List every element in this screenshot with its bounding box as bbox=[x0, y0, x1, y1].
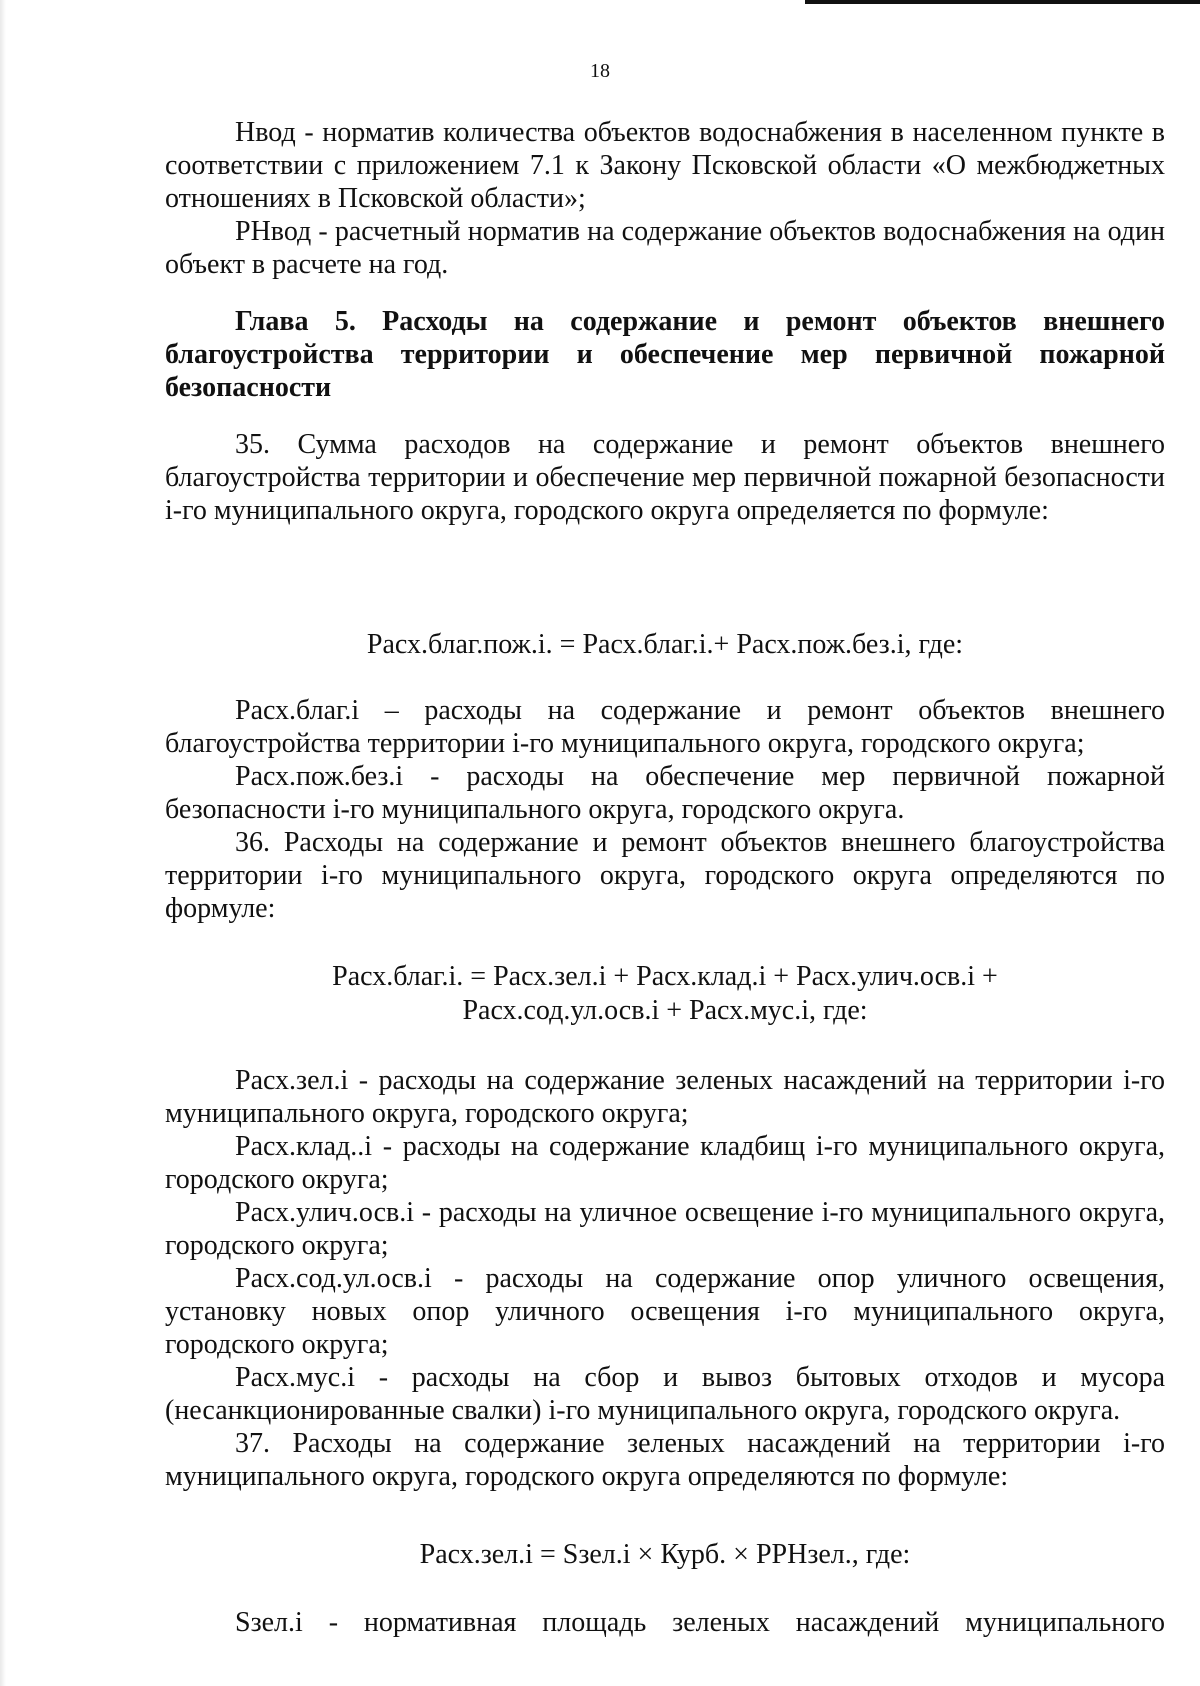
formula-block-1 bbox=[165, 628, 1165, 662]
chapter-heading: Глава 5. Расходы на содержание и ремонт объектов внешнего благоустройства территории и обеспечение мер первичной пожарной безопасности bbox=[165, 306, 1165, 403]
definition-s-zel: Sзел.i - нормативная площадь зеленых насаждений муниципального bbox=[235, 1607, 1165, 1638]
definition-rnvod: РНвод - расчетный норматив на содержание объектов водоснабжения на один объект в расчете на год. bbox=[165, 216, 1165, 280]
formula-2-line-1: Расх.благ.i. = Расх.зел.i + Расх.клад.i + Расх.улич.осв.i + bbox=[332, 961, 998, 992]
definition-rash-pozh-bez: Расх.пож.без.i - расходы на обеспечение мер первичной пожарной безопасности i-го муниципального округа, городского округа. bbox=[165, 761, 1165, 825]
definitions-block-1 bbox=[165, 694, 1165, 925]
formula-3: Расх.зел.i = Sзел.i × Курб. × РРНзел., где: bbox=[419, 1539, 911, 1570]
definition-rash-sod-ul-osv: Расх.сод.ул.осв.i - расходы на содержание опор уличного освещения, установку новых опор уличного освещения i-го муниципального округа, городского округа; bbox=[165, 1263, 1165, 1360]
definition-rash-zel: Расх.зел.i - расходы на содержание зеленых насаждений на территории i-го муниципального округа, городского округа; bbox=[165, 1065, 1165, 1129]
definition-rash-mus: Расх.мус.i - расходы на сбор и вывоз бытовых отходов и мусора (несанкционированные свалки) i-го муниципального округа, городского округа. bbox=[165, 1362, 1165, 1426]
definitions-block-3 bbox=[165, 1606, 1165, 1639]
top-rule bbox=[805, 0, 1200, 4]
paragraph-36: 36. Расходы на содержание и ремонт объектов внешнего благоустройства территории i-го муниципального округа, городского округа определяются по формуле: bbox=[165, 827, 1165, 924]
page-number: 18 bbox=[590, 60, 610, 82]
formula-block-3 bbox=[165, 1538, 1165, 1572]
block-water-definitions bbox=[165, 116, 1165, 281]
section-35 bbox=[165, 428, 1165, 527]
definition-rash-ulich-osv: Расх.улич.осв.i - расходы на уличное освещение i-го муниципального округа, городского округа; bbox=[165, 1197, 1165, 1261]
definitions-block-2 bbox=[165, 1064, 1165, 1493]
definition-rash-klad: Расх.клад..i - расходы на содержание кладбищ i-го муниципального округа, городского округа; bbox=[165, 1131, 1165, 1195]
definition-nvod: Нвод - норматив количества объектов водоснабжения в населенном пункте в соответствии с приложением 7.1 к Закону Псковской области «О межбюджетных отношениях в Псковской области»; bbox=[165, 117, 1165, 214]
paragraph-35: 35. Сумма расходов на содержание и ремонт объектов внешнего благоустройства территории и обеспечение мер первичной пожарной безопасности i-го муниципального округа, городского округа определяется по формуле: bbox=[165, 429, 1165, 526]
paragraph-37: 37. Расходы на содержание зеленых насаждений на территории i-го муниципального округа, городского округа определяются по формуле: bbox=[165, 1428, 1165, 1492]
scan-edge bbox=[0, 0, 6, 1686]
formula-2-line-2: Расх.сод.ул.осв.i + Расх.мус.i, где: bbox=[462, 995, 868, 1026]
chapter-5-heading-block bbox=[165, 305, 1165, 404]
formula-block-2 bbox=[165, 960, 1165, 1028]
definition-rash-blag: Расх.благ.i – расходы на содержание и ремонт объектов внешнего благоустройства территории i-го муниципального округа, городского округа; bbox=[165, 695, 1165, 759]
formula-1: Расх.благ.пож.i. = Расх.благ.i.+ Расх.пож.без.i, где: bbox=[366, 629, 964, 660]
